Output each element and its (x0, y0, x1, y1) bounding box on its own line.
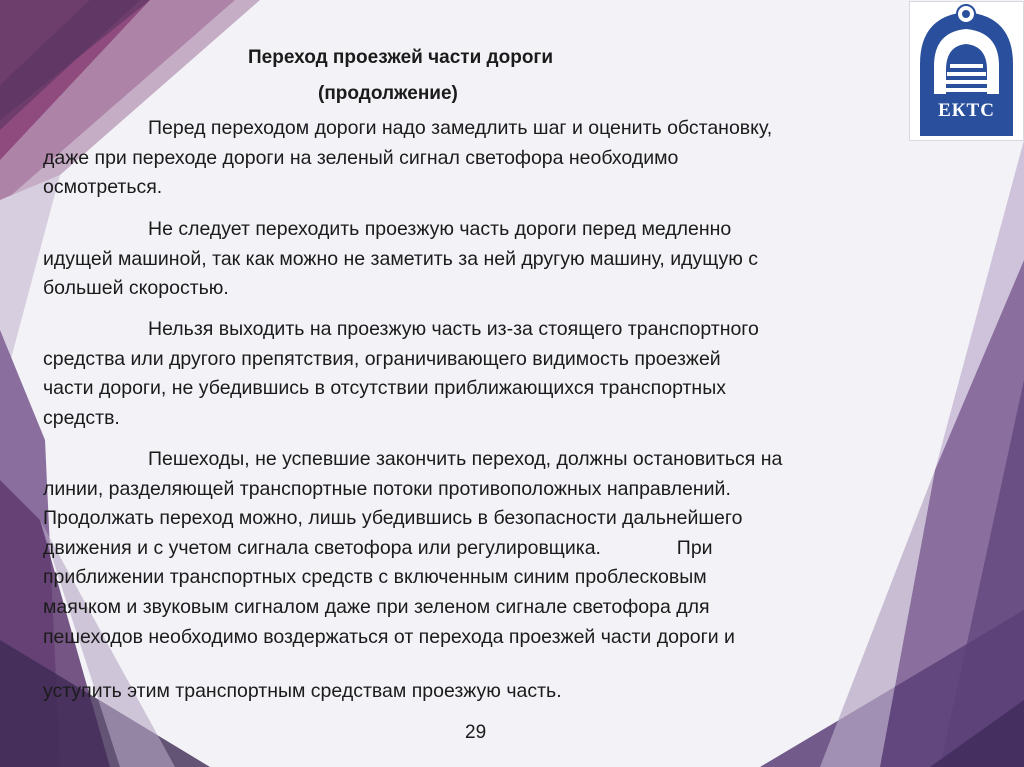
slide-subtitle: (продолжение) (318, 83, 458, 104)
paragraph-line: осмотреться. (43, 176, 163, 199)
paragraph-slow-down (43, 114, 983, 203)
paragraph-line: движения и с учетом сигнала светофора или регулировщика. При (43, 536, 713, 559)
paragraph-line: уступить этим транспортным средствам проезжую часть. (43, 680, 562, 702)
paragraph-line: средств. (43, 406, 120, 429)
paragraph-line: даже при переходе дороги на зеленый сигнал светофора необходимо (43, 146, 679, 169)
paragraph-pedestrians (43, 445, 983, 652)
page-number: 29 (465, 722, 487, 743)
logo-text: ЕКТС (938, 100, 995, 121)
paragraph-line: средства или другого препятствия, ограничивающего видимость проезжей (43, 347, 721, 370)
paragraph-parked-vehicle (43, 315, 983, 433)
paragraph-line: идущей машиной, так как можно не заметить за ней другую машину, идущую с (43, 247, 759, 270)
college-logo (909, 1, 1024, 141)
paragraph-slow-vehicle (43, 215, 983, 304)
paragraph-line: Перед переходом дороги надо замедлить шаг и оценить обстановку, (148, 117, 773, 139)
paragraph-line: приближении транспортных средств с включенным синим проблесковым (43, 566, 707, 589)
paragraph-line: большей скоростью. (43, 277, 229, 300)
paragraph-line: части дороги, не убедившись в отсутствии приближающихся транспортных (43, 377, 726, 400)
paragraph-line: маячком и звуковым сигналом даже при зеленом сигнале светофора для (43, 595, 710, 618)
paragraph-line: пешеходов необходимо воздержаться от перехода проезжей части дороги и (43, 625, 735, 648)
paragraph-line: Продолжать переход можно, лишь убедившись в безопасности дальнейшего (43, 507, 743, 530)
slide-title: Переход проезжей части дороги (248, 47, 554, 68)
paragraph-line: Нельзя выходить на проезжую часть из-за стоящего транспортного (148, 318, 759, 340)
paragraph-line: Не следует переходить проезжую часть дороги перед медленно (148, 218, 732, 240)
paragraph-line: Пешеходы, не успевшие закончить переход, должны остановиться на (148, 448, 783, 470)
paragraph-pedestrians-end (43, 677, 983, 707)
paragraph-line: линии, разделяющей транспортные потоки противоположных направлений. (43, 477, 731, 500)
